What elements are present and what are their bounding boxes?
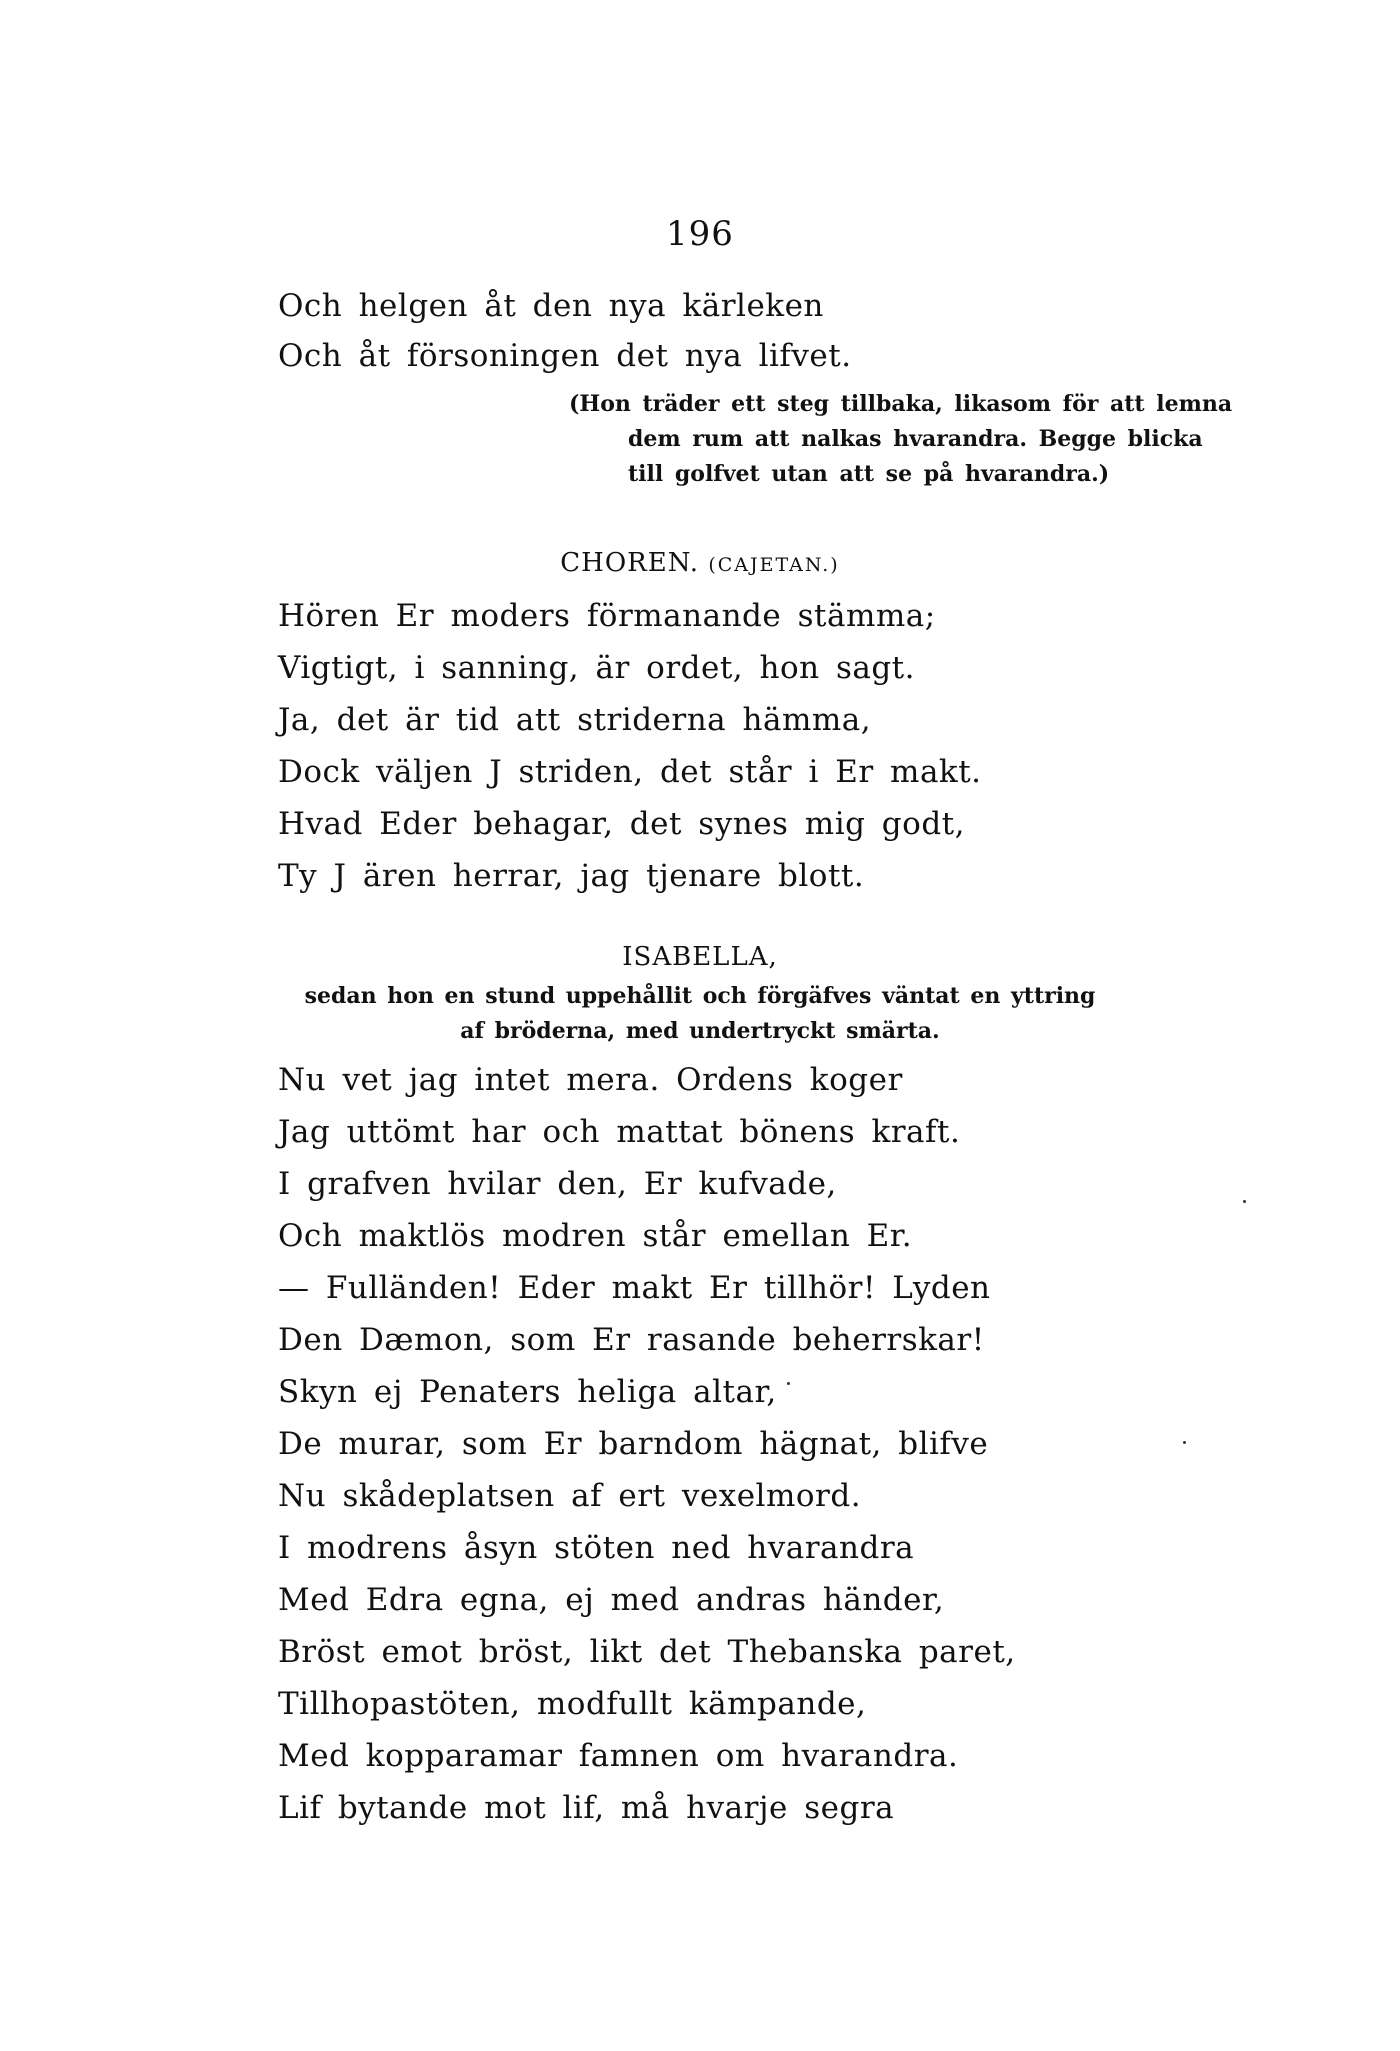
speaker-heading-choren: [0, 548, 1400, 578]
speaker-aside: (CAJETAN.): [708, 554, 840, 576]
verse-line: Med Edra egna, ej med andras händer,: [278, 1582, 945, 1618]
verse-line: Och maktlös modren står emellan Er.: [278, 1218, 913, 1254]
stage-direction-line: dem rum att nalkas hvarandra. Begge blicka: [628, 426, 1203, 452]
verse-line: Jag uttömt har och mattat bönens kraft.: [278, 1114, 961, 1150]
print-speck: [787, 1382, 790, 1385]
verse-line: Hören Er moders förmanande stämma;: [278, 598, 936, 634]
verse-line: Skyn ej Penaters heliga altar,: [278, 1374, 777, 1410]
print-speck: [1243, 1200, 1246, 1203]
speaker-heading-isabella: ISABELLA,: [622, 942, 778, 972]
verse-line: Nu vet jag intet mera. Ordens koger: [278, 1062, 903, 1098]
verse-line: Och åt försoningen det nya lifvet.: [278, 338, 852, 374]
verse-line: Och helgen åt den nya kärleken: [278, 288, 824, 324]
verse-line: Vigtigt, i sanning, är ordet, hon sagt.: [278, 650, 915, 686]
verse-line: Den Dæmon, som Er rasande beherrskar!: [278, 1322, 985, 1358]
stage-direction-line: till golfvet utan att se på hvarandra.): [628, 461, 1110, 487]
speaker-note-line: af bröderna, med undertryckt smärta.: [460, 1018, 940, 1044]
verse-line: De murar, som Er barndom hägnat, blifve: [278, 1426, 989, 1462]
verse-line: Tillhopastöten, modfullt kämpande,: [278, 1686, 867, 1722]
verse-line: Lif bytande mot lif, må hvarje segra: [278, 1790, 895, 1826]
verse-line: Dock väljen J striden, det står i Er makt.: [278, 754, 982, 790]
verse-line: Hvad Eder behagar, det synes mig godt,: [278, 806, 965, 842]
verse-line: I modrens åsyn stöten ned hvarandra: [278, 1530, 915, 1566]
verse-line: — Fulländen! Eder makt Er tillhör! Lyden: [278, 1270, 991, 1306]
verse-line: Bröst emot bröst, likt det Thebanska paret,: [278, 1634, 1016, 1670]
verse-line: Ty J ären herrar, jag tjenare blott.: [278, 858, 865, 894]
speaker-note-line: sedan hon en stund uppehållit och förgäfves väntat en yttring: [304, 983, 1096, 1009]
print-speck: [1183, 1441, 1186, 1444]
page-number: 196: [666, 214, 734, 254]
verse-line: Med kopparamar famnen om hvarandra.: [278, 1738, 959, 1774]
stage-direction-line: (Hon träder ett steg tillbaka, likasom för att lemna: [569, 391, 1233, 417]
verse-line: I grafven hvilar den, Er kufvade,: [278, 1166, 837, 1202]
speaker-name: CHOREN.: [560, 548, 700, 578]
verse-line: Ja, det är tid att striderna hämma,: [278, 702, 872, 738]
verse-line: Nu skådeplatsen af ert vexelmord.: [278, 1478, 862, 1514]
